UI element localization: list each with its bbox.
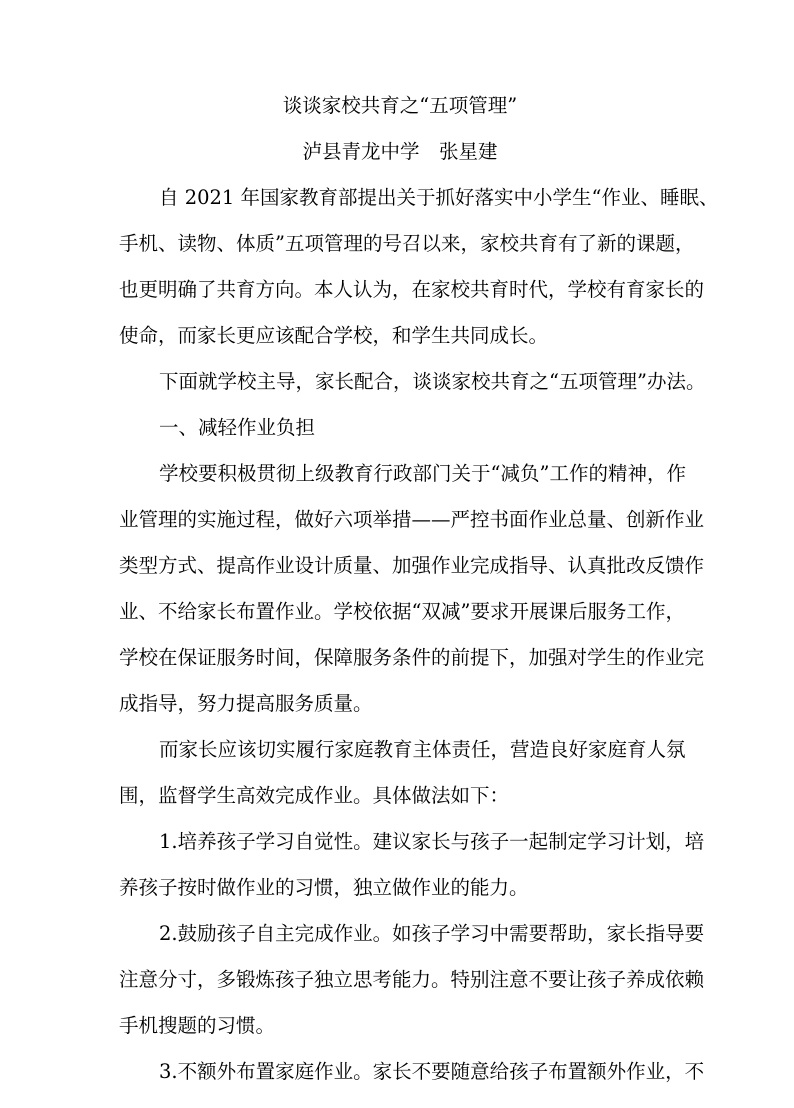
document-body [119, 88, 719, 1089]
section-heading-text: 一、减轻作业负担 [159, 416, 316, 439]
paragraph-line: 养孩子按时做作业的习惯，独立做作业的能力。 [119, 876, 529, 899]
paragraph-line: 手机搜题的习惯。 [119, 1014, 276, 1037]
paragraph-line: 类型方式、提高作业设计质量、加强作业完成指导、认真批改反馈作 [119, 554, 705, 577]
paragraph-line: 也更明确了共育方向。本人认为，在家校共育时代，学校有育家长的 [119, 278, 705, 301]
paragraph-line: 自 2021 年国家教育部提出关于抓好落实中小学生“作业、睡眠、 [159, 186, 719, 209]
paragraph-line: 1.培养孩子学习自觉性。建议家长与孩子一起制定学习计划，培 [159, 830, 705, 853]
list-item [119, 1054, 705, 1089]
paragraph-line: 而家长应该切实履行家庭教育主体责任，营造良好家庭育人氛 [159, 738, 686, 761]
paragraph-line: 注意分寸，多锻炼孩子独立思考能力。特别注意不要让孩子养成依赖 [119, 968, 705, 991]
paragraph-line: 3.不额外布置家庭作业。家长不要随意给孩子布置额外作业，不 [159, 1060, 705, 1083]
document-title: 谈谈家校共育之“五项管理” [282, 94, 518, 117]
paragraph [119, 456, 705, 721]
author-byline: 泸县青龙中学 张星建 [302, 140, 498, 163]
paragraph-line: 下面就学校主导，家长配合，谈谈家校共育之“五项管理”办法。 [159, 370, 706, 393]
list-item [119, 824, 705, 905]
paragraph-line: 成指导，努力提高服务质量。 [119, 692, 373, 715]
paragraph-line: 业管理的实施过程，做好六项举措——严控书面作业总量、创新作业 [119, 508, 705, 531]
paragraph [119, 180, 719, 353]
paragraph-line: 使命，而家长更应该配合学校，和学生共同成长。 [119, 324, 549, 347]
paragraph-line: 围，监督学生高效完成作业。具体做法如下： [119, 784, 510, 807]
list-item [119, 916, 705, 1043]
paragraph-line: 学校在保证服务时间，保障服务条件的前提下，加强对学生的作业完 [119, 646, 705, 669]
paragraph [119, 732, 686, 813]
paragraph-line: 业、不给家长布置作业。学校依据“双减”要求开展课后服务工作， [119, 600, 685, 623]
paragraph-line: 2.鼓励孩子自主完成作业。如孩子学习中需要帮助，家长指导要 [159, 922, 705, 945]
section-heading [119, 410, 681, 445]
paragraph [119, 364, 706, 399]
paragraph-line: 手机、读物、体质”五项管理的号召以来，家校共育有了新的课题， [119, 232, 695, 255]
paragraph-line: 学校要积极贯彻上级教育行政部门关于“减负”工作的精神，作 [159, 462, 686, 485]
